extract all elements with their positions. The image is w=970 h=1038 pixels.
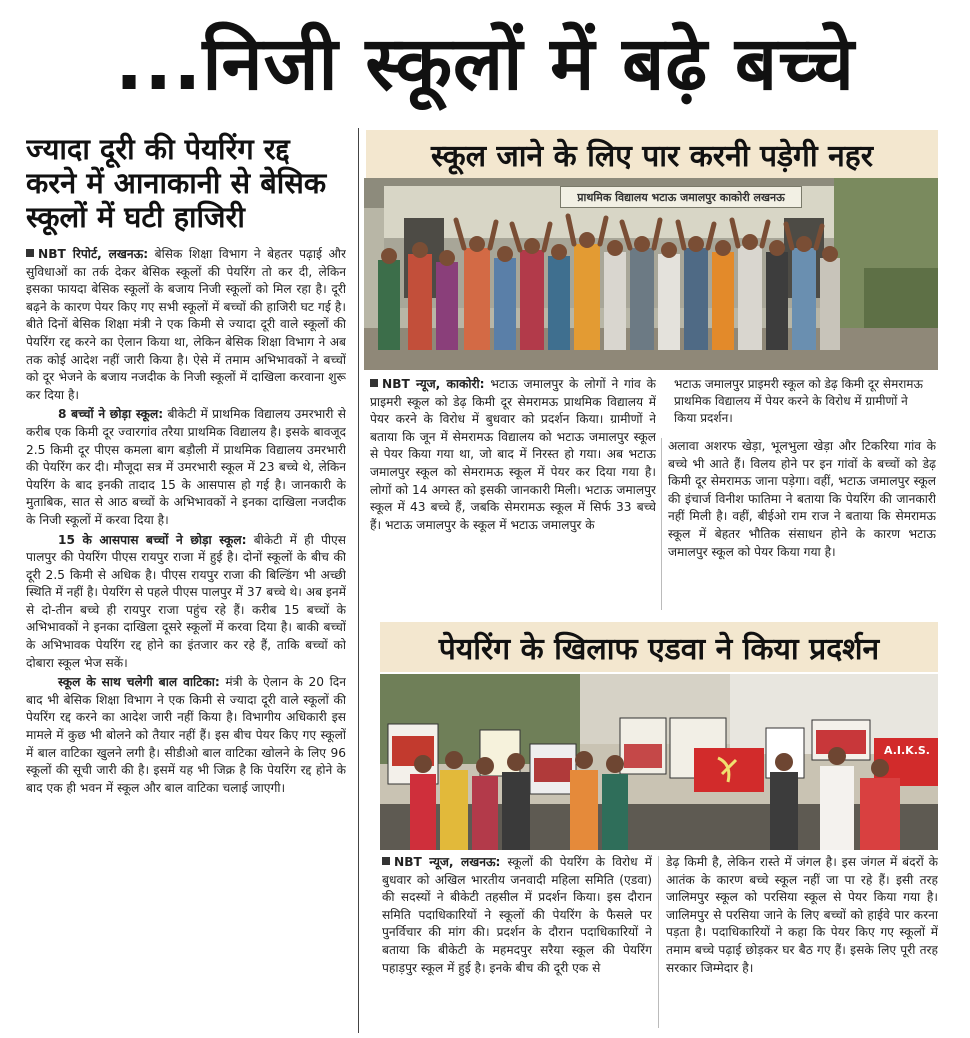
- top-story-col-divider: [661, 438, 662, 610]
- top-story-dateline: NBT न्यूज, काकोरी:: [382, 377, 485, 391]
- top-story-col1: [370, 376, 656, 612]
- bottom-story-photo: [380, 674, 938, 850]
- top-photo-caption: भटाऊ जमालपुर प्राइमरी स्कूल को डेढ़ किमी दूर सेमरामऊ प्राथमिक विद्यालय में पेयर करने के विरोध में ग्रामीणों ने किया प्रदर्शन।: [666, 372, 938, 434]
- left-dateline: NBT रिपोर्ट, लखनऊ:: [38, 247, 149, 261]
- top-story-col2: [668, 438, 936, 614]
- bullet-square: [26, 249, 34, 257]
- bottom-story-title: पेयरिंग के खिलाफ एडवा ने किया प्रदर्शन: [438, 631, 880, 667]
- bottom-story-col-divider: [658, 856, 659, 1028]
- bottom-story-col1-text: स्कूलों की पेयरिंग के विरोध में बुधवार को अखिल भारतीय जनवादी महिला समिति (एडवा) की सदस्यों ने बीकेटी तहसील में प्रदर्शन किया। इस दौरान समिति पदाधिकारियों ने स्कूलों की पेयरिंग के फैसले पर पुनर्विचार की मांग की। प्रदर्शन के दौरान पदाधिकारियों ने बताया कि बीकेटी के महमदपुर सरैया स्कूल की पेयरिंग पहाड़पुर स्कूल में हुई है। इनके बीच की दूरी एक से: [382, 855, 652, 975]
- aiks-flag-label: A.I.K.S.: [884, 744, 930, 757]
- left-subhead-3: 15 के आसपास बच्चों ने छोड़ा स्कूल:: [58, 532, 247, 547]
- left-paragraph-2: बीकेटी में प्राथमिक विद्यालय उमरभारी से करीब एक किमी दूर ज्वारगांव तरैया प्राथमिक विद्यालय है। इसके बावजूद 2.5 किमी दूर पीएस कमला बाग बड़ौली में प्राथमिक विद्यालय उमरभारी की पेयरिंग कर दी। मौजूदा सत्र में उमरभारी स्कूल में 23 बच्चे थे, लेकिन पेयरिंग के बाद इनकी तादाद 15 के आसपास हो गई है। जानकारी के मुताबिक, सात से आठ बच्चों के अभिभावकों ने इनका दाखिला नजदीक के निजी स्कूलों में करवा दिया है।: [26, 407, 346, 527]
- school-signboard: प्राथमिक विद्यालय भटाऊ जमालपुर काकोरी लखनऊ: [560, 186, 802, 208]
- top-story-col1-text: भटाऊ जमालपुर के लोगों ने गांव के प्राइमरी स्कूल को डेढ़ किमी दूर सेमरामऊ प्राथमिक विद्यालय में पेयर करने के विरोध में बुधवार को प्रदर्शन किया। ग्रामीणों ने बताया कि जून में सेमरामऊ विद्यालय को भटाऊ जमालपुर स्कूल से पेयर किया गया था, जो बाद में निरस्त हो गया। अब भटाऊ जमालपुर स्कूल को सेमरामऊ स्कूल में पेयर कर दिया गया है। लोगों को 14 अगस्त को इसकी जानकारी मिली। भटाऊ जमालपुर स्कूल में 43 बच्चे हैं, जबकि सेमरामऊ स्कूल में सिर्फ 33 बच्चे हैं। भटाऊ जमालपुर के स्कूल में भटाऊ जमालपुर के: [370, 377, 656, 532]
- rally-photo-illustration: [380, 674, 938, 850]
- top-story-title: स्कूल जाने के लिए पार करनी पड़ेगी नहर: [431, 138, 873, 174]
- bottom-story-title-band: [380, 622, 938, 672]
- bottom-story-col2-text: डेढ़ किमी है, लेकिन रास्ते में जंगल है। इस जंगल में बंदरों के आतंक के कारण बच्चे स्कूल नहीं जा पा रहे हैं। इसी तरह जालिमपुर स्कूल को परसिया स्कूल से पेयर किया गया है। जालिमपुर से परसिया जाने के लिए बच्चों को हाईवे पार करना पड़ता है। पदाधिकारियों ने कहा कि पेयर किए गए स्कूलों में तमाम बच्चे पढ़ाई छोड़कर घर बैठ गए हैं। इसके लिए पूरी तरह सरकार जिम्मेदार है।: [666, 855, 938, 975]
- left-paragraph-1: बेसिक शिक्षा विभाग ने बेहतर पढ़ाई और सुविधाओं का तर्क देकर बेसिक स्कूलों की पेयरिंग तो कर दी, लेकिन इसका फायदा बेसिक स्कूलों के बजाय निजी स्कूलों को मिल रहा है। दूरी बढ़ने के कारण पेयर किए गए सभी स्कूलों में बच्चों की हाजिरी घट गई है। बीते दिनों बेसिक शिक्षा मंत्री ने एक किमी से ज्यादा दूरी वाले स्कूलों की पेयरिंग रद्द करने का ऐलान किया था, लेकिन बेसिक शिक्षा विभाग ने अब तक कोई आदेश नहीं जारी किया है। ऐसे में तमाम अभिभावकों ने बच्चों को दूर भेजने के बजाय नजदीक के निजी स्कूलों में दाखिला करवाना शुरू कर दिया है।: [26, 247, 346, 402]
- left-subhead-2: 8 बच्चों ने छोड़ा स्कूल:: [58, 407, 164, 422]
- top-story-col2-text: अलावा अशरफ खेड़ा, भूलभुला खेड़ा और टिकरिया गांव के बच्चे भी आते हैं। विलय होने पर इन गांवों के बच्चों को डेढ़ किमी दूर सेमरामऊ जाना पड़ेगा। वहीं, भटाऊ जमालपुर स्कूल की इंचार्ज विनीश फातिमा ने बताया कि पेयरिंग की जानकारी नहीं मिली है। वहीं, बीईओ राम राज ने बताया कि सेमरामऊ स्कूल में बेहतर भौतिक संसाधन होने के कारण भटाऊ जमालपुर स्कूल को पेयर किया गया है।: [668, 439, 936, 559]
- left-story-body: [26, 246, 346, 1032]
- top-story-title-band: [366, 130, 938, 178]
- bottom-story-col1: [382, 854, 652, 1032]
- left-paragraph-3: बीकेटी में ही पीएस पालपुर की पेयरिंग पीएस रायपुर राजा में हुई है। दोनों स्कूलों के बीच की दूरी 2.5 किमी से अधिक है। पीएस रायपुर राजा की बिल्डिंग भी अच्छी स्थिति में नहीं है। पेयरिंग से पहले पीएस पालपुर में 37 बच्चे थे। अब इनमें से दो-तीन बच्चे ही रायपुर राजा पहुंच रहे हैं। करीब 15 बच्चों के अभिभावकों ने इनका दाखिला दूसरे स्कूलों में करवा दिया है। बाकी बच्चों के अभिभावक पेयरिंग रद्द होने का इंतजार कर रहे हैं, ताकि बच्चों को दोबारा स्कूल भेज सकें।: [26, 532, 346, 670]
- top-story-photo: [364, 178, 938, 370]
- bottom-story-col2: [666, 854, 938, 1032]
- bottom-story-dateline: NBT न्यूज, लखनऊ:: [394, 855, 501, 869]
- bullet-square: [370, 379, 378, 387]
- left-story-title: ज्यादा दूरी की पेयरिंग रद्द करने में आनाकानी से बेसिक स्कूलों में घटी हाजिरी: [26, 132, 327, 234]
- page-headline: ...निजी स्कूलों में बढ़े बच्चे: [115, 20, 855, 107]
- bullet-square: [382, 857, 390, 865]
- left-paragraph-4: मंत्री के ऐलान के 20 दिन बाद भी बेसिक शिक्षा विभाग ने एक किमी से ज्यादा दूरी वाले स्कूलों की पेयरिंग रद्द करने का आदेश जारी नहीं किया है। विभागीय अधिकारी इस मामले में कुछ भी बोलने को तैयार नहीं हैं। इस बीच पेयर किए गए स्कूलों में बाल वाटिका खुलने लगी है। सीडीओ बाल वाटिका खोलने के लिए 96 स्कूलों की सूची जारी की है। इसमें यह भी जिक्र है कि पेयरिंग रद्द होने के बाद एक ही भवन में स्कूल और बाल वाटिका चलाई जाएगी।: [26, 675, 346, 795]
- left-subhead-4: स्कूल के साथ चलेगी बाल वाटिका:: [58, 675, 220, 690]
- column-divider: [358, 128, 359, 1033]
